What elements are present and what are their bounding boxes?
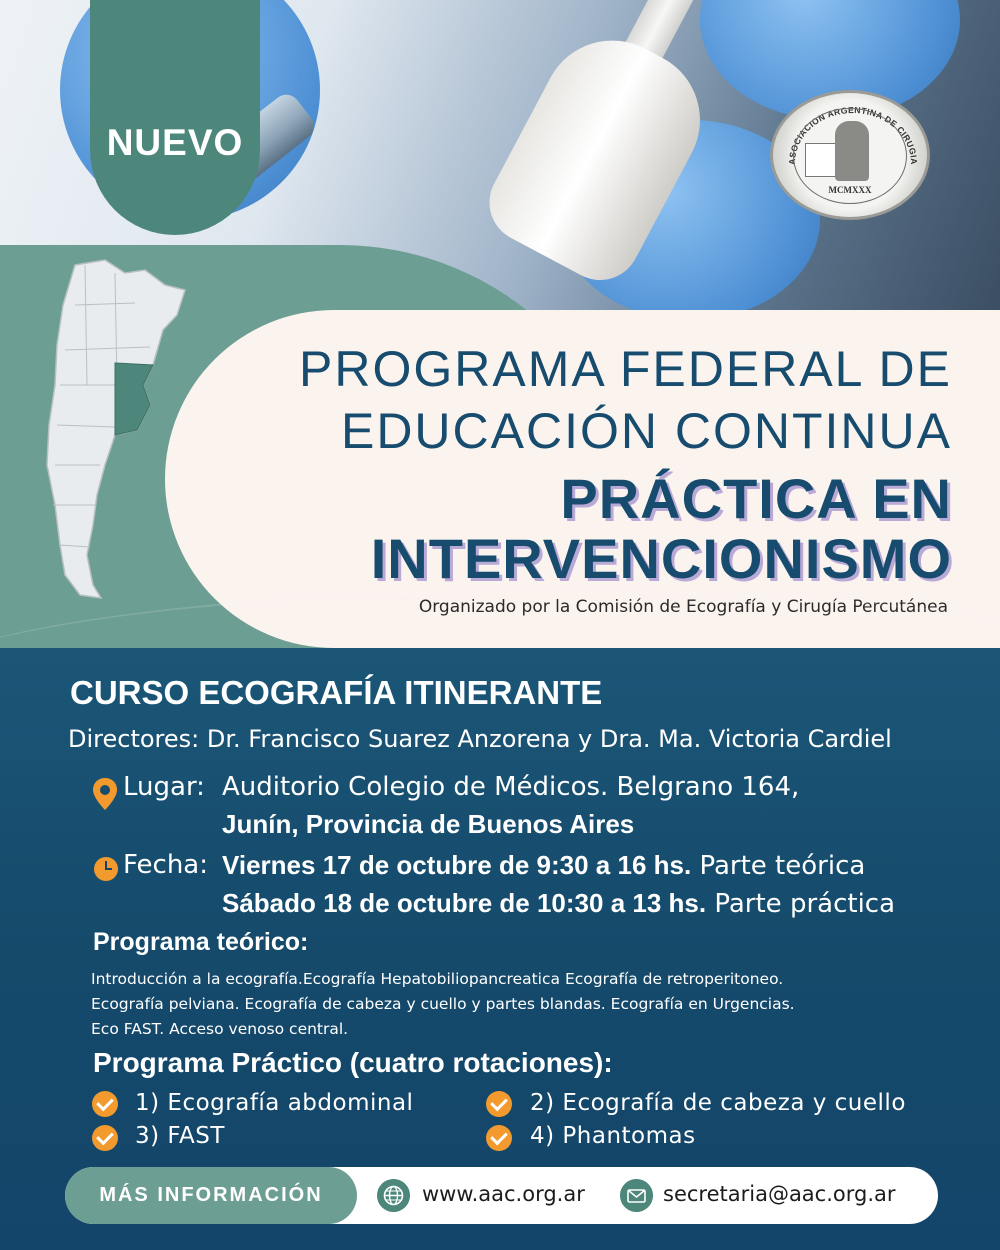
- title-line-3: PRÁCTICA EN: [560, 467, 952, 530]
- place-line-1: Auditorio Colegio de Médicos. Belgrano 164,: [222, 772, 800, 802]
- argentina-map: [35, 255, 195, 600]
- theory-title: Programa teórico:: [93, 928, 309, 956]
- theory-line-1: Introducción a la ecografía.Ecografía Hepatobiliopancreatica Ecografía de retroperitoneo.: [91, 970, 784, 988]
- new-badge: [90, 0, 260, 235]
- check-icon: [92, 1091, 118, 1117]
- practice-item-1: 1) Ecografía abdominal: [135, 1090, 414, 1116]
- date-1-rest: Parte teórica: [699, 851, 866, 881]
- title-line-4: INTERVENCIONISMO: [370, 527, 952, 590]
- date-line-2: [222, 888, 895, 919]
- buenos-aires-province: [115, 363, 153, 435]
- practice-item-4: 4) Phantomas: [530, 1123, 696, 1149]
- website-link[interactable]: www.aac.org.ar: [422, 1182, 585, 1206]
- theory-line-3: Eco FAST. Acceso venoso central.: [91, 1020, 349, 1038]
- date-line-1: [222, 850, 865, 881]
- title-line-1: PROGRAMA FEDERAL DE: [299, 341, 952, 397]
- location-pin-icon: [93, 778, 117, 810]
- place-label: Lugar:: [123, 772, 205, 802]
- date-2-rest: Parte práctica: [714, 889, 896, 919]
- theory-content: [91, 967, 961, 1042]
- date-label: Fecha:: [123, 850, 208, 880]
- course-title: CURSO ECOGRAFÍA ITINERANTE: [70, 674, 603, 711]
- seal-ring-text: ASOCIACION ARGENTINA DE CIRUGIA: [786, 104, 920, 165]
- check-icon: [486, 1125, 512, 1151]
- course-directors: Directores: Dr. Francisco Suarez Anzorena y Dra. Ma. Victoria Cardiel: [68, 725, 892, 753]
- association-seal-logo: [770, 90, 930, 220]
- globe-icon: [377, 1179, 410, 1212]
- place-line-2: Junín, Provincia de Buenos Aires: [222, 809, 635, 839]
- date-1-bold: Viernes 17 de octubre de 9:30 a 16 hs.: [222, 850, 692, 880]
- seal-year: MCMXXX: [828, 185, 872, 195]
- contact-footer: [65, 1167, 938, 1224]
- check-icon: [486, 1091, 512, 1117]
- practice-item-3: 3) FAST: [135, 1123, 225, 1149]
- new-badge-label: NUEVO: [106, 121, 244, 163]
- clock-icon: [94, 857, 118, 881]
- check-icon: [92, 1125, 118, 1151]
- seal-figure: [835, 121, 869, 181]
- practice-item-2: 2) Ecografía de cabeza y cuello: [530, 1090, 906, 1116]
- organizer-text: Organizado por la Comisión de Ecografía y Cirugía Percutánea: [418, 597, 948, 617]
- date-2-bold: Sábado 18 de octubre de 10:30 a 13 hs.: [222, 888, 707, 918]
- practice-title: Programa Práctico (cuatro rotaciones):: [93, 1047, 613, 1078]
- email-link[interactable]: secretaria@aac.org.ar: [663, 1182, 896, 1206]
- more-info-label: MÁS INFORMACIÓN: [65, 1167, 357, 1224]
- mail-icon: [620, 1179, 653, 1212]
- title-line-2: EDUCACIÓN CONTINUA: [340, 403, 952, 459]
- theory-line-2: Ecografía pelviana. Ecografía de cabeza y cuello y partes blandas. Ecografía en Urgencias.: [91, 995, 795, 1013]
